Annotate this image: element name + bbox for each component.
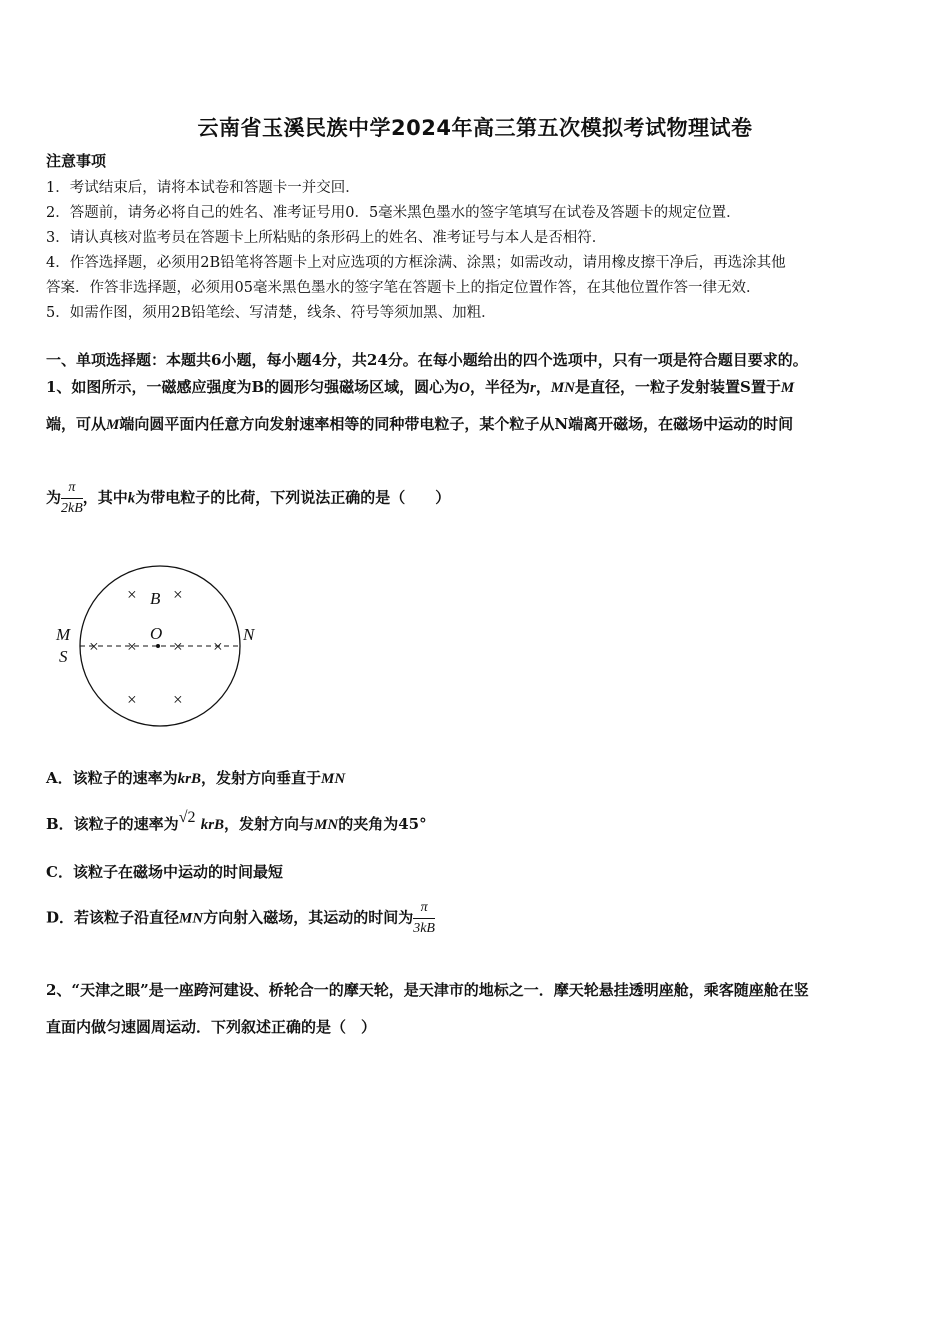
fraction-denominator: 3kB bbox=[413, 921, 435, 936]
symbol-MN: MN bbox=[321, 771, 346, 787]
option-text: B．该粒子的速率为 bbox=[46, 815, 179, 833]
q1-text: 端，可从 bbox=[46, 415, 107, 433]
question-2-line-1: 2、“天津之眼”是一座跨河建设、桥轮合一的摩天轮，是天津市的地标之一．摩天轮悬挂透明座舱，乘客随座舱在竖 bbox=[46, 981, 809, 999]
q1-symbol-M: M bbox=[106, 417, 120, 433]
q1-text: ，其中 bbox=[82, 488, 128, 507]
label-N: N bbox=[243, 625, 255, 644]
question-2-line-2: 直面内做匀速圆周运动．下列叙述正确的是（ ） bbox=[46, 1018, 377, 1036]
option-a bbox=[46, 767, 345, 788]
question-1-line-2 bbox=[46, 413, 793, 434]
sqrt-two: √2 bbox=[178, 809, 196, 826]
label-M: M bbox=[56, 625, 71, 644]
notice-item-4: 4．作答选择题，必须用2B铅笔将答题卡上对应选项的方框涂满、涂黑；如需改动，请用橡皮擦干净后，再选涂其他 bbox=[46, 255, 786, 271]
cross-mark: × bbox=[212, 637, 224, 656]
symbol-MN: MN bbox=[179, 910, 204, 927]
q1-text: 是直径，一粒子发射装置S置于 bbox=[575, 378, 781, 396]
question-1-line-1 bbox=[46, 376, 794, 397]
q1-symbol-MN: MN bbox=[550, 380, 576, 396]
cross-mark: × bbox=[172, 585, 184, 604]
option-text: D．若该粒子沿直径 bbox=[46, 908, 180, 927]
notice-item-2: 2．答题前，请务必将自己的姓名、准考证号用0．5毫米黑色墨水的签字笔填写在试卷及答题卡的规定位置． bbox=[46, 205, 741, 221]
notice-item-5: 5．如需作图，须用2B铅笔绘、写清楚，线条、符号等须加黑、加粗． bbox=[46, 305, 496, 321]
symbol-krB: krB bbox=[200, 817, 225, 833]
symbol-krB: krB bbox=[177, 771, 201, 787]
notice-item-4-cont: 答案．作答非选择题，必须用05毫米黑色墨水的签字笔在答题卡上的指定位置作答，在其他位置作答一律无效． bbox=[46, 280, 761, 296]
q1-time-fraction bbox=[61, 478, 83, 519]
cross-mark: × bbox=[172, 690, 184, 709]
cross-mark: × bbox=[126, 637, 138, 656]
option-text: A．该粒子的速率为 bbox=[46, 769, 178, 787]
notice-heading: 注意事项 bbox=[46, 152, 107, 170]
label-B: B bbox=[150, 589, 161, 608]
option-b bbox=[46, 809, 427, 834]
option-text: ，发射方向垂直于 bbox=[200, 769, 321, 787]
cross-mark: × bbox=[126, 585, 138, 604]
page-title: 云南省玉溪民族中学2024年高三第五次模拟考试物理试卷 bbox=[197, 116, 753, 140]
fraction-denominator: 2kB bbox=[61, 501, 83, 516]
option-text: 的夹角为45° bbox=[338, 815, 427, 833]
question-1-line-3 bbox=[46, 478, 450, 519]
label-S: S bbox=[59, 647, 68, 666]
notice-item-1: 1．考试结束后，请将本试卷和答题卡一并交回． bbox=[46, 180, 360, 196]
option-d-fraction bbox=[413, 898, 435, 939]
q1-symbol-k: k bbox=[127, 490, 136, 507]
center-dot bbox=[156, 644, 160, 648]
q1-text: 1、如图所示，一磁感应强度为B的圆形匀强磁场区域，圆心为 bbox=[46, 378, 460, 396]
fraction-numerator: π bbox=[413, 898, 435, 919]
section-heading: 一、单项选择题：本题共6小题，每小题4分，共24分。在每小题给出的四个选项中，只有一项是符合题目要求的。 bbox=[46, 351, 808, 369]
q1-text: 为 bbox=[46, 488, 62, 507]
option-c: C．该粒子在磁场中运动的时间最短 bbox=[46, 863, 283, 881]
q1-symbol-r: r bbox=[529, 380, 536, 396]
option-d bbox=[46, 898, 435, 939]
q1-text: 端向圆平面内任意方向发射速率相等的同种带电粒子，某个粒子从N端离开磁场，在磁场中运动的时间 bbox=[119, 415, 794, 433]
notice-item-3: 3．请认真核对监考员在答题卡上所粘贴的条形码上的姓名、准考证号与本人是否相符． bbox=[46, 230, 607, 246]
q1-text: 为带电粒子的比荷，下列说法正确的是（ ） bbox=[135, 488, 451, 507]
label-O: O bbox=[150, 624, 163, 643]
cross-mark: × bbox=[88, 637, 100, 656]
q1-text: ，半径为 bbox=[469, 378, 530, 396]
q1-text: ， bbox=[535, 378, 551, 396]
q1-symbol-M: M bbox=[780, 380, 795, 396]
symbol-MN: MN bbox=[314, 817, 339, 833]
magnetic-field-figure bbox=[40, 558, 280, 738]
cross-mark: × bbox=[172, 637, 184, 656]
fraction-numerator: π bbox=[61, 478, 83, 499]
q1-symbol-O: O bbox=[459, 380, 470, 396]
option-text: 方向射入磁场，其运动的时间为 bbox=[203, 908, 414, 927]
cross-mark: × bbox=[126, 690, 138, 709]
option-text: ，发射方向与 bbox=[224, 815, 315, 833]
